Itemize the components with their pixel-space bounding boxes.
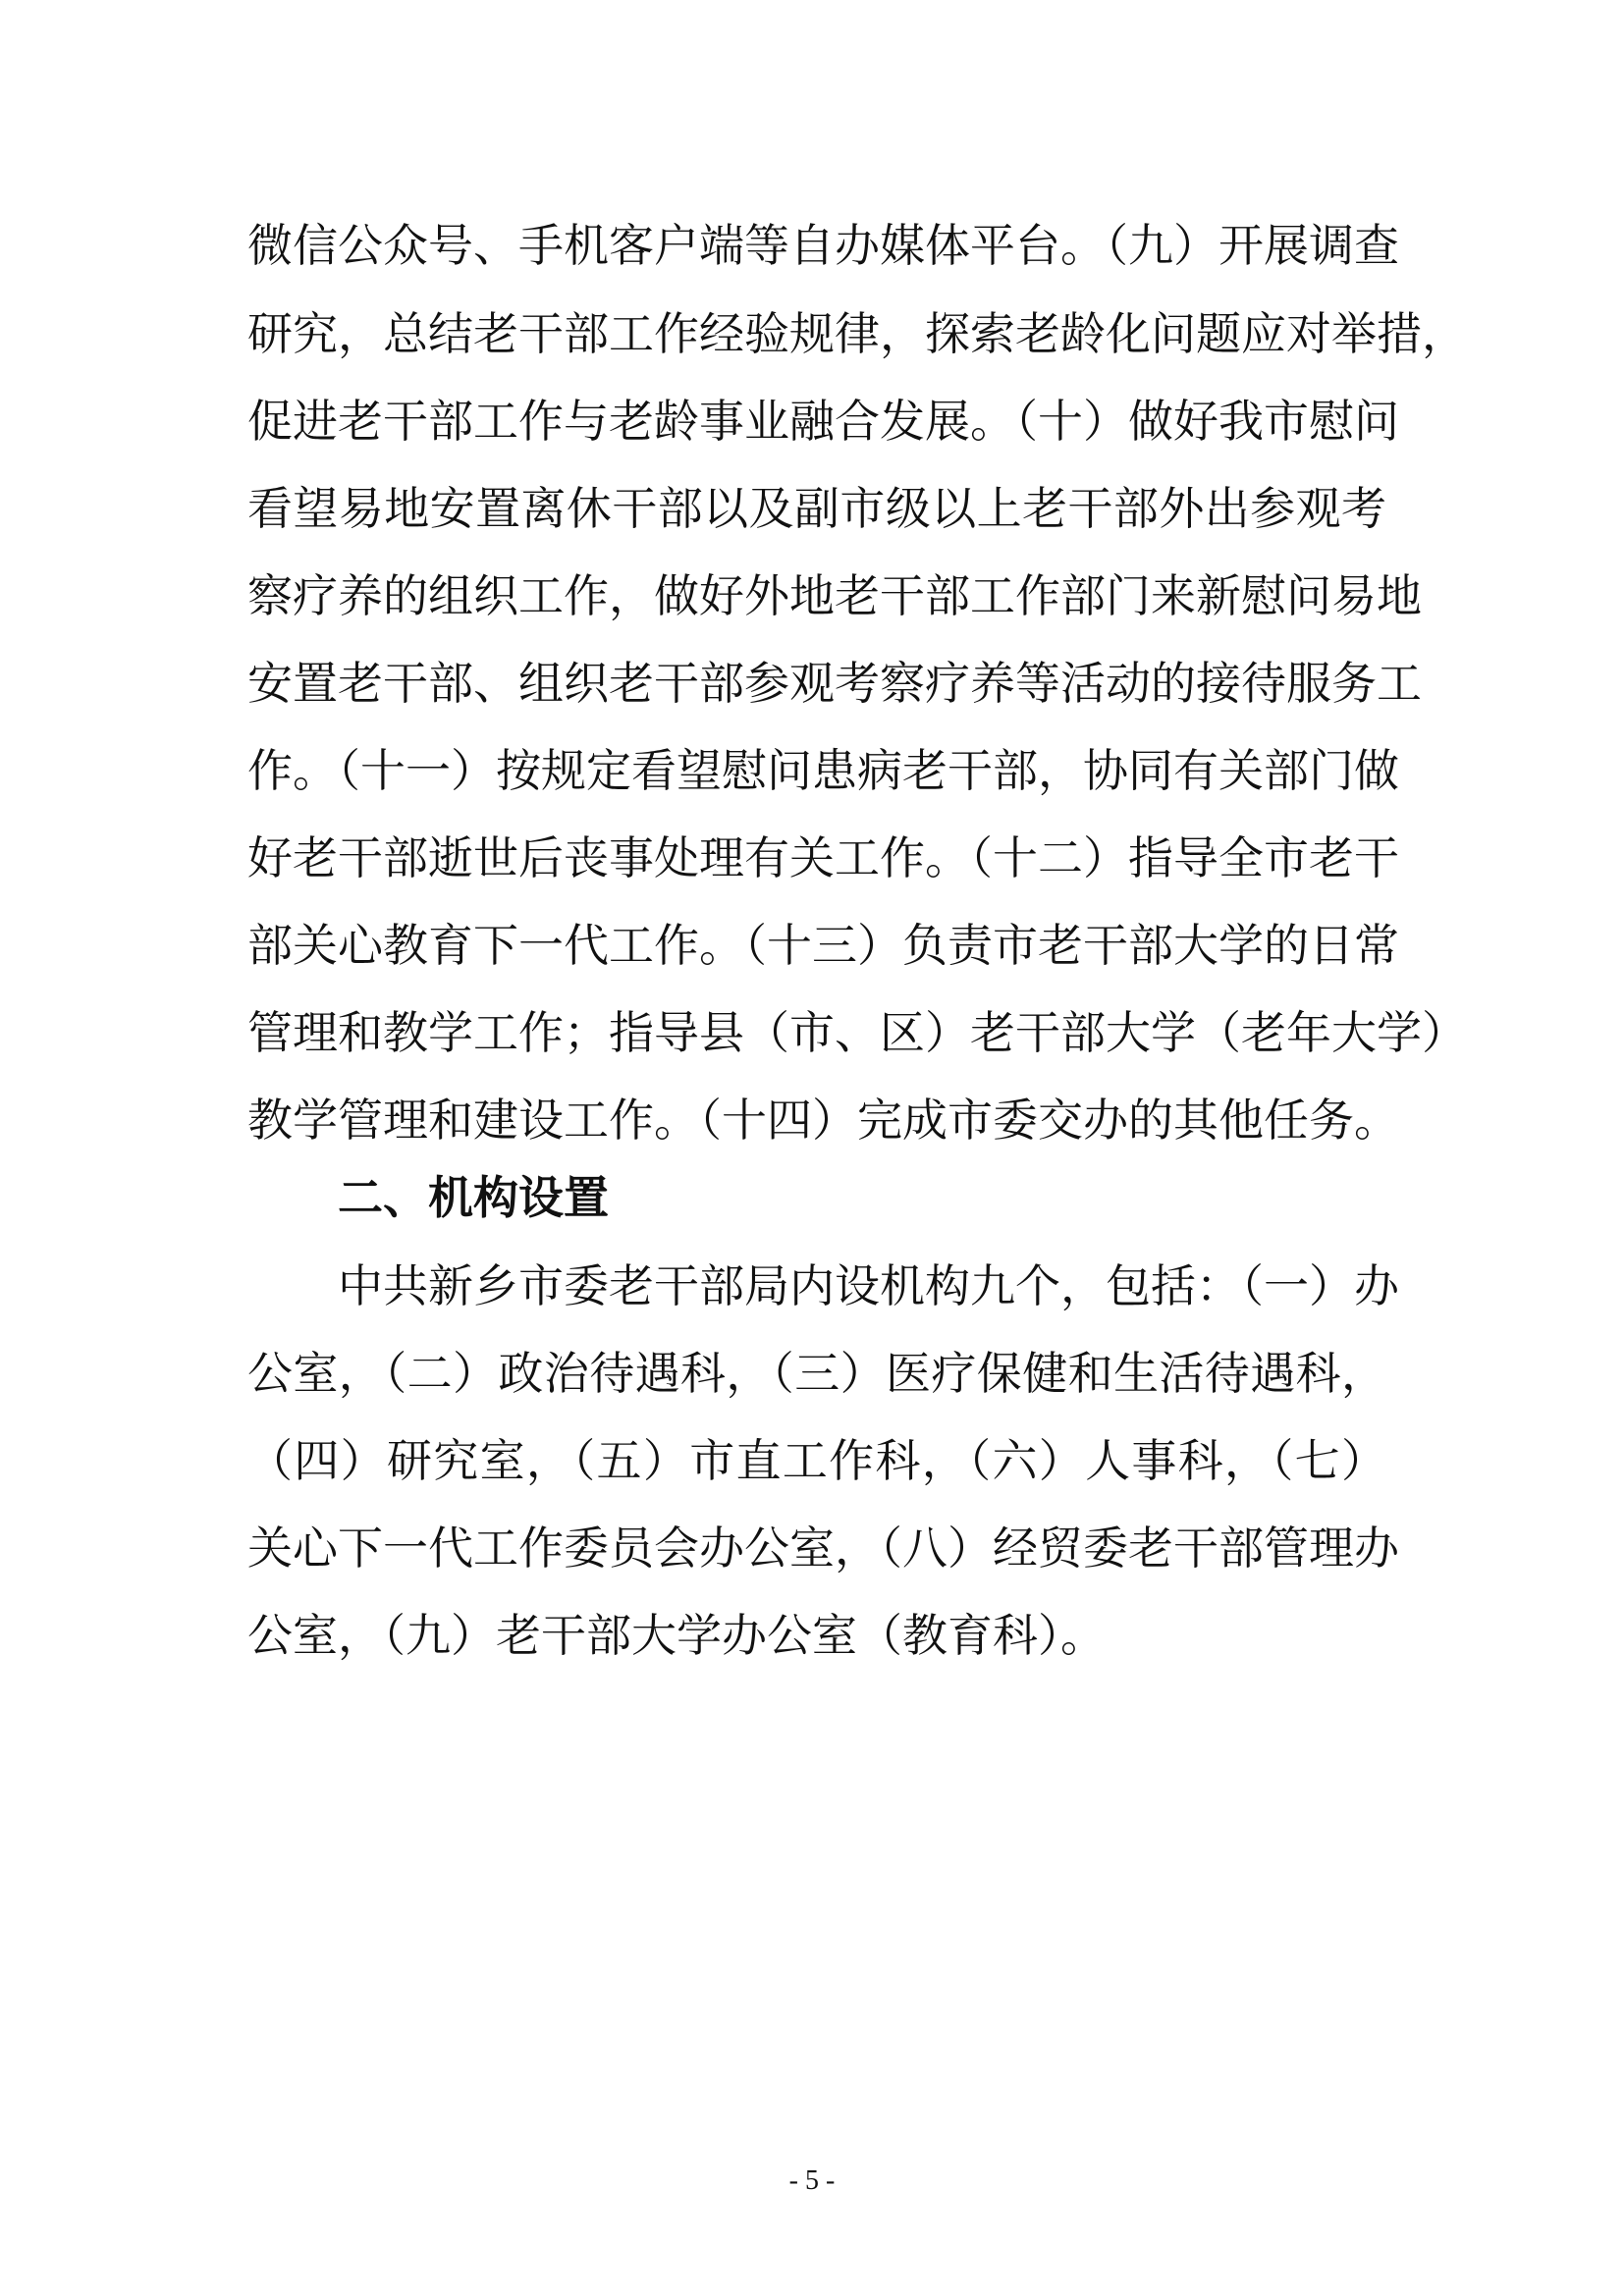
section-heading: 二、机构设置 [338, 1171, 609, 1224]
paragraph-line: 微信公众号、手机客户端等自办媒体平台。（九）开展调查 [247, 219, 1399, 272]
page-number: - 5 - [788, 2165, 836, 2196]
paragraph-line: 安置老干部、组织老干部参观考察疗养等活动的接待服务工 [247, 657, 1422, 710]
paragraph-line: 作。（十一）按规定看望慰问患病老干部，协同有关部门做 [247, 744, 1399, 797]
paragraph-line: 中共新乡市委老干部局内设机构九个，包括：（一）办 [338, 1259, 1399, 1312]
paragraph-line: 看望易地安置离休干部以及副市级以上老干部外出参观考 [247, 482, 1386, 535]
paragraph-line: 公室，（二）政治待遇科，（三）医疗保健和生活待遇科， [247, 1347, 1386, 1400]
paragraph-line: 管理和教学工作；指导县（市、区）老干部大学（老年大学） [247, 1006, 1467, 1059]
paragraph-line: 好老干部逝世后丧事处理有关工作。（十二）指导全市老干 [247, 831, 1399, 884]
paragraph-line: 研究，总结老干部工作经验规律，探索老龄化问题应对举措， [247, 307, 1467, 360]
paragraph-line: 关心下一代工作委员会办公室，（八）经贸委老干部管理办 [247, 1522, 1399, 1575]
paragraph-line: 公室，（九）老干部大学办公室（教育科）。 [247, 1609, 1106, 1662]
paragraph-line: （四）研究室，（五）市直工作科，（六）人事科，（七） [247, 1434, 1386, 1487]
paragraph-line: 察疗养的组织工作，做好外地老干部工作部门来新慰问易地 [247, 569, 1422, 622]
paragraph-line: 促进老干部工作与老龄事业融合发展。（十）做好我市慰问 [247, 395, 1399, 448]
paragraph-line: 教学管理和建设工作。（十四）完成市委交办的其他任务。 [247, 1094, 1399, 1147]
paragraph-line: 部关心教育下一代工作。（十三）负责市老干部大学的日常 [247, 919, 1399, 972]
